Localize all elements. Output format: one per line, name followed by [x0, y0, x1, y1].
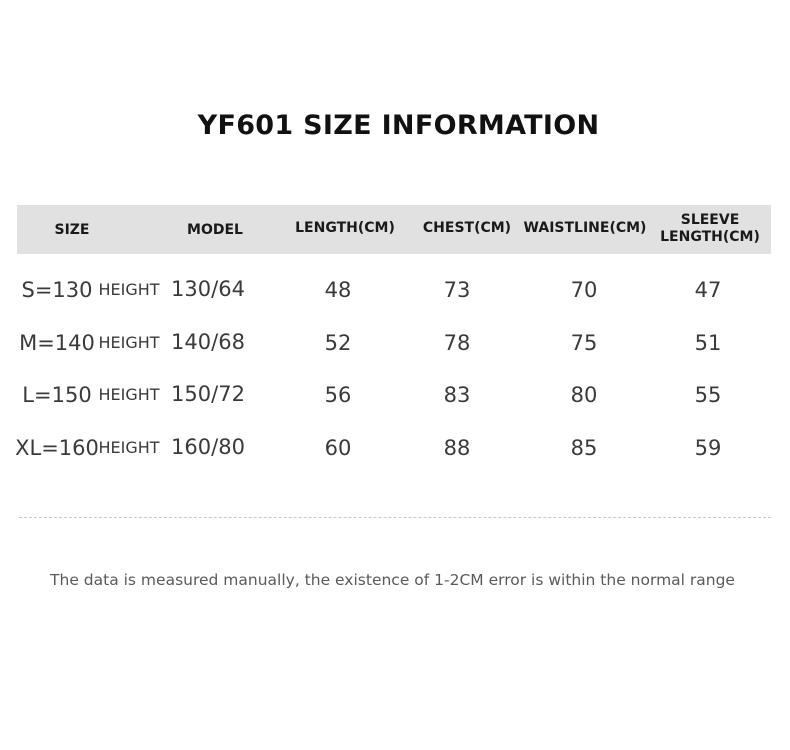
height-label: HEIGHT: [98, 333, 160, 352]
header-length: LENGTH(CM): [295, 220, 395, 236]
chest-cell: 88: [443, 436, 471, 460]
size-cell: L=150: [22, 383, 92, 407]
chest-cell: 73: [443, 278, 471, 302]
waistline-cell: 80: [570, 383, 598, 407]
waistline-cell: 85: [570, 436, 598, 460]
table-row: [0, 323, 790, 363]
size-cell: M=140: [19, 331, 95, 355]
header-sleeve-line2: LENGTH(CM): [660, 229, 760, 245]
header-chest: CHEST(CM): [422, 220, 512, 236]
page-title: YF601 SIZE INFORMATION: [197, 110, 600, 141]
length-cell: 56: [324, 383, 352, 407]
table-row: [0, 428, 790, 468]
dashed-divider: [19, 517, 771, 518]
length-cell: 48: [324, 278, 352, 302]
sleeve-cell: 51: [694, 331, 722, 355]
table-row: [0, 270, 790, 310]
height-label: HEIGHT: [98, 438, 160, 457]
model-cell: 160/80: [171, 435, 245, 459]
size-cell: XL=160: [15, 436, 99, 460]
height-label: HEIGHT: [98, 385, 160, 404]
sleeve-cell: 47: [694, 278, 722, 302]
sleeve-cell: 59: [694, 436, 722, 460]
length-cell: 52: [324, 331, 352, 355]
measurement-note: The data is measured manually, the existence of 1-2CM error is within the normal range: [50, 571, 735, 589]
waistline-cell: 70: [570, 278, 598, 302]
header-sleeve-length: [655, 212, 765, 246]
model-cell: 140/68: [171, 330, 245, 354]
height-label: HEIGHT: [98, 280, 160, 299]
size-cell: S=130: [21, 278, 93, 302]
sleeve-cell: 55: [694, 383, 722, 407]
length-cell: 60: [324, 436, 352, 460]
model-cell: 150/72: [171, 382, 245, 406]
header-model: MODEL: [187, 222, 243, 238]
chest-cell: 78: [443, 331, 471, 355]
header-sleeve-line1: SLEEVE: [680, 212, 740, 228]
model-cell: 130/64: [171, 277, 245, 301]
header-waistline: WAISTLINE(CM): [523, 220, 647, 236]
waistline-cell: 75: [570, 331, 598, 355]
table-row: [0, 375, 790, 415]
chest-cell: 83: [443, 383, 471, 407]
header-size: SIZE: [54, 222, 90, 238]
